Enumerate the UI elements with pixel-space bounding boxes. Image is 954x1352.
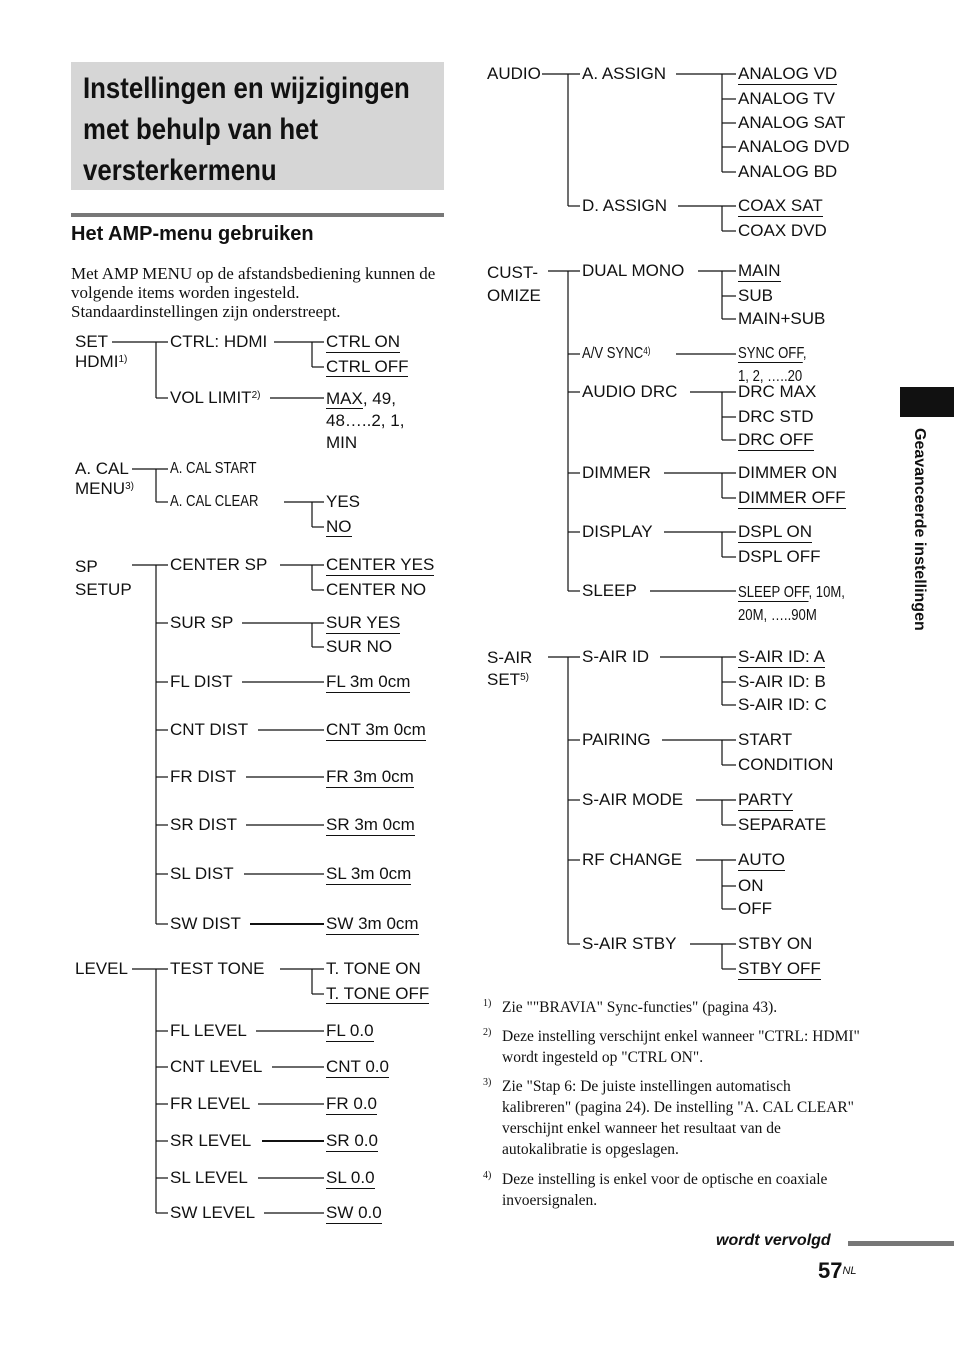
option-fr-dist: FR 3m 0cm (326, 767, 414, 786)
footnote-text: Zie "Stap 6: De juiste instellingen automatisch kalibreren" (pagina 24). De instelling "A. CAL CLEAR" verschijnt enkel wanneer het resultaat van de autokalibratie is opgeslagen. (502, 1078, 855, 1158)
option-sl-dist: SL 3m 0cm (326, 864, 412, 883)
footnote-text: Zie ""BRAVIA" Sync-functies" (pagina 43). (502, 999, 778, 1016)
option-t-tone-off (326, 984, 429, 1004)
page-number-value: 57 (818, 1258, 843, 1283)
continued-label: wordt vervolgd (716, 1232, 831, 1249)
item-sr-dist: SR DIST (170, 815, 238, 834)
option-ctrl-on: CTRL ON (326, 332, 400, 351)
footnote-number: 4) (483, 1170, 492, 1181)
option-coax-sat: COAX SAT (738, 196, 823, 215)
option-yes: YES (326, 492, 361, 511)
option-coax-dvd: COAX DVD (738, 221, 827, 240)
option-main: MAIN (738, 261, 781, 280)
item-vol-limit (170, 388, 260, 408)
option-auto: AUTO (738, 850, 785, 869)
option-fr-level: FR 0.0 (326, 1094, 378, 1113)
option-start: START (738, 730, 793, 749)
option-analog-bd: ANALOG BD (738, 162, 838, 181)
section-title: Het AMP-menu gebruiken (71, 223, 314, 245)
item-vol-limit-label: VOL LIMIT (170, 388, 252, 407)
option-center-no: CENTER NO (326, 580, 427, 599)
option-center-yes: CENTER YES (326, 555, 435, 574)
option-s-air-id-a: S-AIR ID: A (738, 647, 825, 666)
item-ctrl-hdmi: CTRL: HDMI (170, 332, 268, 351)
page-title-line-1: Instellingen en wijzigingen (83, 72, 410, 105)
item-rf-change: RF CHANGE (582, 850, 683, 869)
item-sr-level: SR LEVEL (170, 1131, 252, 1150)
option-sl-level: SL 0.0 (326, 1168, 375, 1187)
menu-customize-line-1: CUST- (487, 263, 538, 282)
item-s-air-id: S-AIR ID (582, 647, 650, 666)
footnote-ref: 1) (118, 354, 128, 365)
option-t-tone-off-label: T. TONE OFF (326, 984, 430, 1003)
page-language: NL (842, 1265, 857, 1277)
item-fr-dist: FR DIST (170, 767, 237, 786)
option-sleep-values (738, 581, 868, 627)
menu-a-cal-menu (75, 459, 134, 499)
option-t-tone-on: T. TONE ON (326, 959, 421, 978)
item-a-cal-clear (170, 492, 278, 512)
option-sync-range: 1, 2, …..20 (738, 368, 803, 385)
option-sr-level: SR 0.0 (326, 1131, 378, 1150)
intro-paragraph: Met AMP MENU op de afstandsbediening kunnen de volgende items worden ingesteld. Standaardinstellingen zijn onderstreept. (71, 264, 436, 321)
menu-a-cal-line-1: A. CAL (75, 459, 129, 478)
menu-s-air-set-line-2: SET (487, 670, 521, 689)
item-s-air-mode: S-AIR MODE (582, 790, 684, 809)
item-sw-level: SW LEVEL (170, 1203, 256, 1222)
footnote-text: Deze instelling verschijnt enkel wanneer "CTRL: HDMI" wordt ingesteld op "CTRL ON". (502, 1028, 860, 1066)
option-sleep-range: 20M, …..90M (738, 607, 817, 624)
option-fl-dist: FL 3m 0cm (326, 672, 411, 691)
option-sur-yes: SUR YES (326, 613, 401, 632)
item-a-cal-clear-label: A. CAL CLEAR (170, 493, 259, 510)
item-audio-drc: AUDIO DRC (582, 382, 678, 401)
item-av-sync-label: A/V SYNC (582, 345, 644, 362)
item-sl-dist: SL DIST (170, 864, 234, 883)
menu-s-air-set (487, 647, 532, 691)
option-condition: CONDITION (738, 755, 834, 774)
option-party: PARTY (738, 790, 794, 809)
option-sub: SUB (738, 286, 773, 305)
item-dual-mono: DUAL MONO (582, 261, 685, 280)
continued-bar (848, 1241, 954, 1246)
option-sync-off: SYNC OFF (738, 345, 803, 362)
menu-set-hdmi-line-1: SET (75, 332, 109, 351)
item-center-sp: CENTER SP (170, 555, 268, 574)
option-vol-range: 48…..2, 1, (326, 411, 405, 430)
option-stby-on: STBY ON (738, 934, 813, 953)
menu-sp-setup-line-1: SP (75, 557, 98, 576)
menu-set-hdmi (75, 332, 127, 372)
item-cnt-level: CNT LEVEL (170, 1057, 263, 1076)
option-on: ON (738, 876, 764, 895)
menu-sp-setup-line-2: SETUP (75, 580, 132, 599)
option-cnt-dist: CNT 3m 0cm (326, 720, 426, 739)
item-a-cal-start (170, 459, 276, 479)
option-drc-max: DRC MAX (738, 382, 817, 401)
page-title-line-3: versterkermenu (83, 154, 277, 187)
option-ctrl-off (326, 357, 408, 377)
option-sleep-rest: , 10M, (808, 584, 845, 601)
option-s-air-id-b: S-AIR ID: B (738, 672, 826, 691)
side-tab-label: Geavanceerde instellingen (911, 428, 928, 631)
footnote-number: 1) (483, 998, 492, 1009)
option-main-sub: MAIN+SUB (738, 309, 826, 328)
footnote-ref: 2) (251, 390, 261, 401)
menu-sp-setup (75, 555, 132, 601)
option-s-air-id-c: S-AIR ID: C (738, 695, 827, 714)
item-fl-level: FL LEVEL (170, 1021, 247, 1040)
option-fl-level: FL 0.0 (326, 1021, 374, 1040)
item-sl-level: SL LEVEL (170, 1168, 248, 1187)
option-stby-off: STBY OFF (738, 959, 821, 978)
option-no-label: NO (326, 517, 352, 536)
side-tab-marker (900, 387, 954, 417)
option-dimmer-off: DIMMER OFF (738, 488, 846, 507)
item-fr-level: FR LEVEL (170, 1094, 251, 1113)
option-max: MAX (326, 389, 363, 408)
option-dimmer-on: DIMMER ON (738, 463, 838, 482)
item-s-air-stby: S-AIR STBY (582, 934, 677, 953)
option-sw-level: SW 0.0 (326, 1203, 382, 1222)
item-fl-dist: FL DIST (170, 672, 233, 691)
item-dimmer: DIMMER (582, 463, 651, 482)
footnote-number: 3) (483, 1077, 492, 1088)
menu-s-air-set-line-1: S-AIR (487, 648, 533, 667)
option-vol-limit-values (326, 388, 404, 454)
footnote-ref: 5) (520, 672, 529, 683)
option-no (326, 517, 352, 537)
option-ctrl-off-label: CTRL OFF (326, 357, 409, 376)
item-a-assign: A. ASSIGN (582, 64, 667, 83)
item-sur-sp: SUR SP (170, 613, 234, 632)
option-analog-sat: ANALOG SAT (738, 113, 846, 132)
option-off: OFF (738, 899, 772, 918)
option-analog-vd: ANALOG VD (738, 64, 838, 83)
item-av-sync (582, 344, 666, 364)
option-dspl-on: DSPL ON (738, 522, 813, 541)
option-min: MIN (326, 433, 358, 452)
option-analog-dvd: ANALOG DVD (738, 137, 850, 156)
option-dspl-off: DSPL OFF (738, 547, 821, 566)
option-max-rest: , 49, (362, 389, 396, 408)
menu-audio: AUDIO (487, 64, 541, 83)
option-sync-comma: , (802, 345, 807, 362)
menu-a-cal-line-2: MENU (75, 479, 126, 498)
option-sr-dist: SR 3m 0cm (326, 815, 415, 834)
footnote-ref: 3) (125, 481, 134, 492)
item-a-cal-start-label: A. CAL START (170, 460, 257, 477)
footnote-ref: 4) (643, 346, 651, 357)
item-pairing: PAIRING (582, 730, 651, 749)
menu-set-hdmi-line-2: HDMI (75, 352, 119, 371)
page-number (818, 1258, 857, 1284)
option-analog-tv: ANALOG TV (738, 89, 835, 108)
menu-level: LEVEL (75, 959, 128, 978)
option-cnt-level: CNT 0.0 (326, 1057, 389, 1076)
option-drc-std: DRC STD (738, 407, 814, 426)
item-sleep: SLEEP (582, 581, 637, 600)
item-cnt-dist: CNT DIST (170, 720, 249, 739)
footnote-number: 2) (483, 1027, 492, 1038)
option-separate: SEPARATE (738, 815, 827, 834)
item-display: DISPLAY (582, 522, 653, 541)
option-drc-off: DRC OFF (738, 430, 814, 449)
option-sleep-off: SLEEP OFF (738, 584, 809, 601)
menu-customize (487, 261, 541, 307)
page-title-line-2: met behulp van het (83, 113, 319, 146)
item-test-tone: TEST TONE (170, 959, 265, 978)
option-sur-no: SUR NO (326, 637, 393, 656)
item-d-assign: D. ASSIGN (582, 196, 668, 215)
item-sw-dist: SW DIST (170, 914, 241, 933)
option-sw-dist: SW 3m 0cm (326, 914, 419, 933)
menu-customize-line-2: OMIZE (487, 286, 541, 305)
footnote-text: Deze instelling is enkel voor de optische en coaxiale invoersignalen. (502, 1171, 828, 1209)
